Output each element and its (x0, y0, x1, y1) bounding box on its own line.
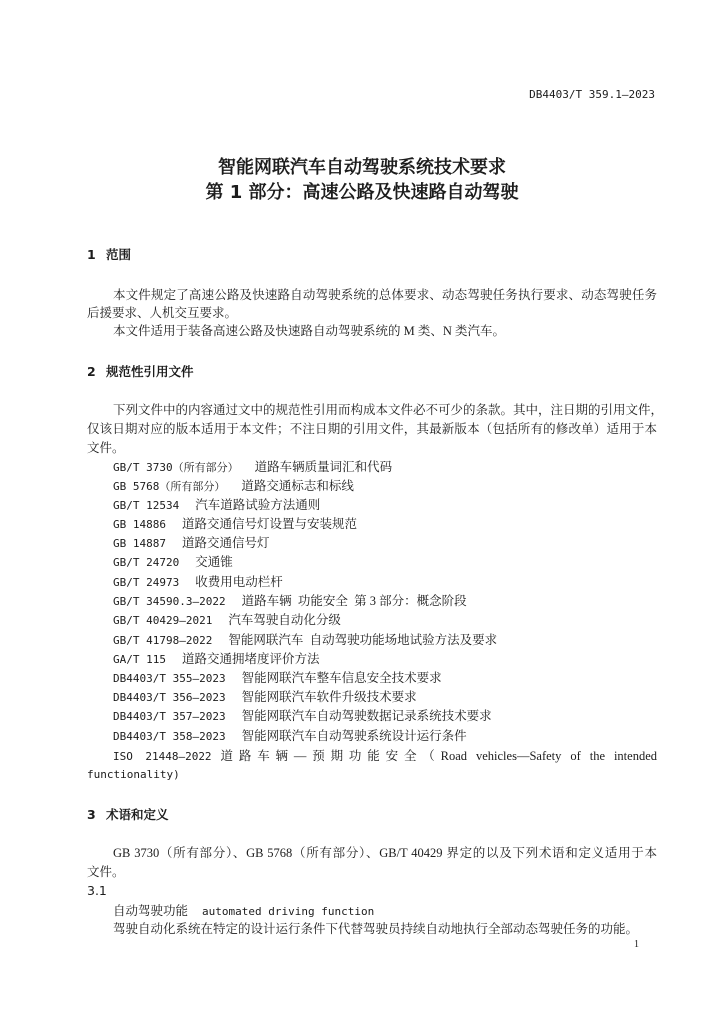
reference-title: 汽车道路试验方法通则 (195, 498, 321, 512)
term-number: 3.1 (87, 883, 107, 898)
reference-item (113, 573, 283, 592)
reference-item (113, 631, 497, 650)
reference-item (113, 650, 320, 669)
reference-code: GB 14887 (113, 537, 166, 550)
section1-number: 1 (87, 247, 96, 262)
section3-number: 3 (87, 807, 96, 822)
reference-code: GB 5768（所有部分） (113, 480, 226, 493)
reference-item-iso (113, 747, 657, 766)
reference-code: GB 14886 (113, 518, 166, 531)
reference-item (113, 477, 354, 496)
page-number: 1 (634, 939, 639, 950)
reference-code: GB/T 3730（所有部分） (113, 461, 239, 474)
reference-code: GB/T 41798—2022 (113, 634, 213, 647)
reference-item (113, 707, 492, 726)
reference-title: 智能网联汽车自动驾驶数据记录系统技术要求 (241, 709, 492, 723)
reference-title: 交通锥 (195, 555, 233, 569)
reference-item (113, 553, 233, 572)
section2-intro-line3: 文件。 (87, 441, 125, 455)
reference-title: 道路交通拥堵度评价方法 (181, 652, 320, 666)
reference-code: GB/T 24973 (113, 576, 180, 589)
document-title-line1: 智能网联汽车自动驾驶系统技术要求 (218, 157, 506, 178)
section1-paragraph1-line2: 后援要求、人机交互要求。 (87, 306, 238, 320)
section1-paragraph2: 本文件适用于装备高速公路及快速路自动驾驶系统的 M 类、N 类汽车。 (113, 324, 506, 338)
reference-title: 道路交通标志和标线 (241, 479, 354, 493)
term-entry (113, 902, 374, 921)
term-name-en: automated driving function (202, 905, 375, 918)
reference-title: 智能网联汽车整车信息安全技术要求 (241, 671, 442, 685)
reference-title-continuation: functionality) (87, 768, 180, 781)
reference-code: GB/T 24720 (113, 556, 180, 569)
reference-title: 道路车辆 功能安全 第 3 部分：概念阶段 (241, 594, 467, 608)
reference-code: DB4403/T 357—2023 (113, 710, 226, 723)
reference-item (113, 669, 442, 688)
standard-code-header: DB4403/T 359.1—2023 (529, 88, 655, 101)
section2-intro-line2: 仅该日期对应的版本适用于本文件；不注日期的引用文件，其最新版本（包括所有的修改单）适用于本 (87, 422, 657, 436)
reference-title: 道路交通信号灯设置与安装规范 (181, 517, 357, 531)
reference-title: 汽车驾驶自动化分级 (228, 613, 341, 627)
reference-code: ISO 21448—2022 (113, 750, 212, 763)
reference-code: DB4403/T 358—2023 (113, 730, 226, 743)
reference-item (113, 496, 320, 515)
reference-code: GA/T 115 (113, 653, 166, 666)
reference-item (113, 515, 357, 534)
section3-intro-line2: 文件。 (87, 865, 125, 879)
reference-item (113, 727, 467, 746)
reference-title: 道路车辆质量词汇和代码 (254, 460, 393, 474)
reference-item (113, 592, 467, 611)
section1-paragraph1-line1: 本文件规定了高速公路及快速路自动驾驶系统的总体要求、动态驾驶任务执行要求、动态驾驶任务 (113, 288, 657, 302)
reference-code: GB/T 40429—2021 (113, 614, 213, 627)
section1-heading: 范围 (106, 247, 132, 262)
reference-item (113, 688, 417, 707)
reference-title: 收费用电动栏杆 (195, 575, 283, 589)
reference-item (113, 611, 341, 630)
section2-number: 2 (87, 364, 96, 379)
reference-code: DB4403/T 355—2023 (113, 672, 226, 685)
reference-title: 智能网联汽车自动驾驶系统设计运行条件 (241, 729, 467, 743)
reference-code: DB4403/T 356—2023 (113, 691, 226, 704)
reference-title: 智能网联汽车软件升级技术要求 (241, 690, 417, 704)
reference-title: 道路交通信号灯 (181, 536, 270, 550)
reference-code: GB/T 12534 (113, 499, 180, 512)
section2-heading: 规范性引用文件 (106, 364, 194, 379)
reference-title: 智能网联汽车 自动驾驶功能场地试验方法及要求 (228, 633, 498, 647)
reference-item (113, 534, 270, 553)
section3-heading: 术语和定义 (106, 807, 169, 822)
reference-title: 道路车辆—预期功能安全（Road vehicles—Safety of the intended (220, 749, 658, 763)
section2-intro-line1: 下列文件中的内容通过文中的规范性引用而构成本文件必不可少的条款。其中，注日期的引用文件， (113, 403, 664, 417)
term-name-zh: 自动驾驶功能 (113, 903, 189, 918)
section3-intro-line1: GB 3730（所有部分）、GB 5768（所有部分）、GB/T 40429 界定的以及下列术语和定义适用于本 (113, 846, 657, 860)
reference-code: GB/T 34590.3—2022 (113, 595, 226, 608)
term-definition: 驾驶自动化系统在特定的设计运行条件下代替驾驶员持续自动地执行全部动态驾驶任务的功能。 (113, 922, 639, 936)
reference-item (113, 458, 392, 477)
document-title-line2: 第 1 部分：高速公路及快速路自动驾驶 (205, 182, 519, 203)
